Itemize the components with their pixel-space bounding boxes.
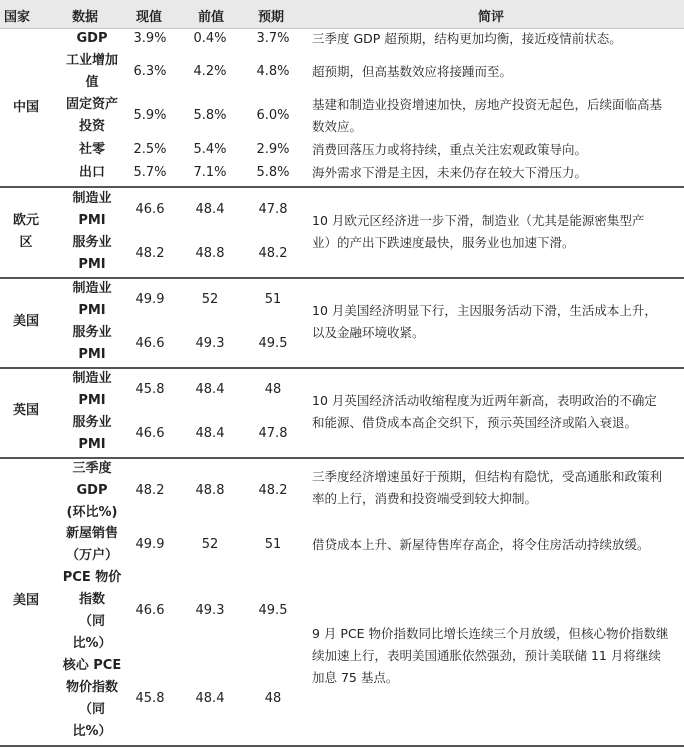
eu-svc-label-line1: 服务业 — [72, 235, 112, 250]
us-corepce-label-line4: 比%） — [72, 724, 112, 739]
china-fai-comment-line1: 基建和制造业投资增速加快，房地产投资无起色，后续面临高基 — [312, 97, 663, 112]
eu-svc-forecast: 48.2 — [258, 246, 288, 261]
china-retail-comment: 消费回落压力或将持续，重点关注宏观政策导向。 — [312, 142, 588, 157]
china-industrial-label-line1: 工业增加 — [65, 53, 118, 68]
eu-svc-label-line2: PMI — [78, 257, 106, 272]
us-gdp-forecast: 48.2 — [258, 483, 288, 498]
us-mfg-forecast: 51 — [264, 292, 282, 307]
us-gdp-label-line2: GDP — [76, 483, 108, 498]
china-fai-current: 5.9% — [133, 108, 167, 123]
uk-svc-label-line2: PMI — [78, 437, 106, 452]
us-pce-previous: 49.3 — [195, 603, 225, 618]
us-gdp-comment-line1: 三季度经济增速虽好于预期，但结构有隐忧，受高通胀和政策利 — [312, 469, 663, 484]
china-fai-forecast: 6.0% — [256, 108, 290, 123]
china-gdp-comment: 三季度 GDP 超预期，结构更加均衡，接近疫情前状态。 — [312, 31, 622, 46]
us-svc-current: 46.6 — [135, 336, 165, 351]
us-pmi-comment-line2: 以及金融环境收紧。 — [312, 325, 425, 340]
country-uk: 英国 — [12, 403, 39, 418]
uk-mfg-label-line2: PMI — [78, 393, 106, 408]
eu-mfg-label-line1: 制造业 — [72, 191, 112, 206]
us-mfg-current: 49.9 — [135, 292, 165, 307]
header-country: 国家 — [4, 10, 31, 25]
us-pce-comment-line2: 续加速上行，表明美国通胀依然强劲，预计美联储 11 月将继续 — [312, 648, 661, 663]
eu-mfg-previous: 48.4 — [195, 202, 225, 217]
us-pce-current: 46.6 — [135, 603, 165, 618]
uk-mfg-forecast: 48 — [264, 382, 282, 397]
us-gdp-current: 48.2 — [135, 483, 165, 498]
us-pce-comment-line3: 加息 75 基点。 — [312, 670, 399, 685]
us-pce-label-line1: PCE 物价 — [62, 570, 122, 585]
eu-mfg-label-line2: PMI — [78, 213, 106, 228]
country-usa-macro: 美国 — [12, 593, 39, 608]
us-gdp-label-line3: (环比%) — [66, 505, 118, 520]
uk-comment-line1: 10 月英国经济活动收缩程度为近两年新高，表明政治的不确定 — [312, 393, 657, 408]
country-eurozone-line2: 区 — [19, 235, 33, 250]
eu-mfg-forecast: 47.8 — [258, 202, 288, 217]
us-home-comment: 借贷成本上升、新屋待售库存高企，将令住房活动持续放缓。 — [312, 537, 650, 552]
table-bottom-border — [0, 745, 684, 747]
china-retail-previous: 5.4% — [193, 142, 227, 157]
us-home-previous: 52 — [201, 537, 219, 552]
country-usa-pmi: 美国 — [12, 314, 39, 329]
uk-mfg-current: 45.8 — [135, 382, 165, 397]
us-pce-label-line4: 比%） — [72, 636, 112, 651]
us-svc-label-line2: PMI — [78, 347, 106, 362]
us-gdp-label-line1: 三季度 — [72, 461, 112, 476]
header-comment: 简评 — [478, 10, 505, 25]
us-pce-comment-line1: 9 月 PCE 物价指数同比增长连续三个月放缓，但核心物价指数继 — [312, 626, 669, 641]
us-corepce-forecast: 48 — [264, 691, 282, 706]
china-export-previous: 7.1% — [193, 165, 227, 180]
china-export-forecast: 5.8% — [256, 165, 290, 180]
us-corepce-previous: 48.4 — [195, 691, 225, 706]
uk-comment-line2: 和能源、借贷成本高企交织下，预示英国经济或陷入衰退。 — [312, 415, 638, 430]
country-china: 中国 — [12, 100, 39, 115]
china-fai-comment-line2: 数效应。 — [312, 119, 363, 134]
china-gdp-label: GDP — [76, 31, 108, 46]
eu-mfg-current: 46.6 — [135, 202, 165, 217]
us-pce-forecast: 49.5 — [258, 603, 288, 618]
header-current: 现值 — [136, 10, 163, 25]
us-mfg-label-line1: 制造业 — [72, 281, 112, 296]
us-gdp-previous: 48.8 — [195, 483, 225, 498]
country-eurozone-line1: 欧元 — [12, 213, 39, 228]
header-forecast: 预期 — [258, 10, 285, 25]
china-fai-label-line2: 投资 — [78, 119, 105, 134]
us-pce-label-line2: 指数 — [78, 592, 105, 607]
us-home-label-line1: 新屋销售 — [65, 526, 118, 541]
uk-mfg-previous: 48.4 — [195, 382, 225, 397]
us-pce-label-line3: （同 — [78, 614, 105, 629]
uk-mfg-label-line1: 制造业 — [72, 371, 112, 386]
us-pmi-comment-line1: 10 月美国经济明显下行，主因服务活动下滑，生活成本上升， — [312, 303, 657, 318]
us-svc-previous: 49.3 — [195, 336, 225, 351]
eu-svc-current: 48.2 — [135, 246, 165, 261]
us-home-label-line2: （万户） — [65, 548, 118, 563]
china-industrial-current: 6.3% — [133, 64, 167, 79]
us-svc-forecast: 49.5 — [258, 336, 288, 351]
uk-svc-previous: 48.4 — [195, 426, 225, 441]
china-gdp-previous: 0.4% — [193, 31, 227, 46]
china-export-current: 5.7% — [133, 165, 167, 180]
china-industrial-label-line2: 值 — [85, 75, 99, 90]
china-industrial-comment: 超预期，但高基数效应将接踵而至。 — [312, 64, 513, 79]
us-svc-label-line1: 服务业 — [72, 325, 112, 340]
uk-svc-current: 46.6 — [135, 426, 165, 441]
china-fai-label-line1: 固定资产 — [65, 97, 118, 112]
uk-svc-forecast: 47.8 — [258, 426, 288, 441]
china-industrial-previous: 4.2% — [193, 64, 227, 79]
table-header — [0, 0, 684, 29]
us-gdp-comment-line2: 率的上行，消费和投资端受到较大抑制。 — [312, 491, 538, 506]
us-home-forecast: 51 — [264, 537, 282, 552]
us-mfg-previous: 52 — [201, 292, 219, 307]
us-corepce-label-line3: （同 — [78, 702, 105, 717]
china-export-comment: 海外需求下滑是主因，未来仍存在较大下滑压力。 — [312, 165, 588, 180]
uk-svc-label-line1: 服务业 — [72, 415, 112, 430]
us-mfg-label-line2: PMI — [78, 303, 106, 318]
china-fai-previous: 5.8% — [193, 108, 227, 123]
china-gdp-current: 3.9% — [133, 31, 167, 46]
header-previous: 前值 — [198, 10, 225, 25]
china-retail-forecast: 2.9% — [256, 142, 290, 157]
eu-svc-previous: 48.8 — [195, 246, 225, 261]
china-retail-current: 2.5% — [133, 142, 167, 157]
us-corepce-label-line2: 物价指数 — [65, 680, 118, 695]
eu-comment-line1: 10 月欧元区经济进一步下滑，制造业（尤其是能源密集型产 — [312, 213, 645, 228]
us-home-current: 49.9 — [135, 537, 165, 552]
us-corepce-label-line1: 核心 PCE — [62, 658, 122, 673]
us-corepce-current: 45.8 — [135, 691, 165, 706]
china-retail-label: 社零 — [78, 142, 105, 157]
china-gdp-forecast: 3.7% — [256, 31, 290, 46]
header-data: 数据 — [72, 10, 99, 25]
eu-comment-line2: 业）的产出下跌速度最快，服务业也加速下滑。 — [312, 235, 575, 250]
china-export-label: 出口 — [78, 165, 105, 180]
china-industrial-forecast: 4.8% — [256, 64, 290, 79]
